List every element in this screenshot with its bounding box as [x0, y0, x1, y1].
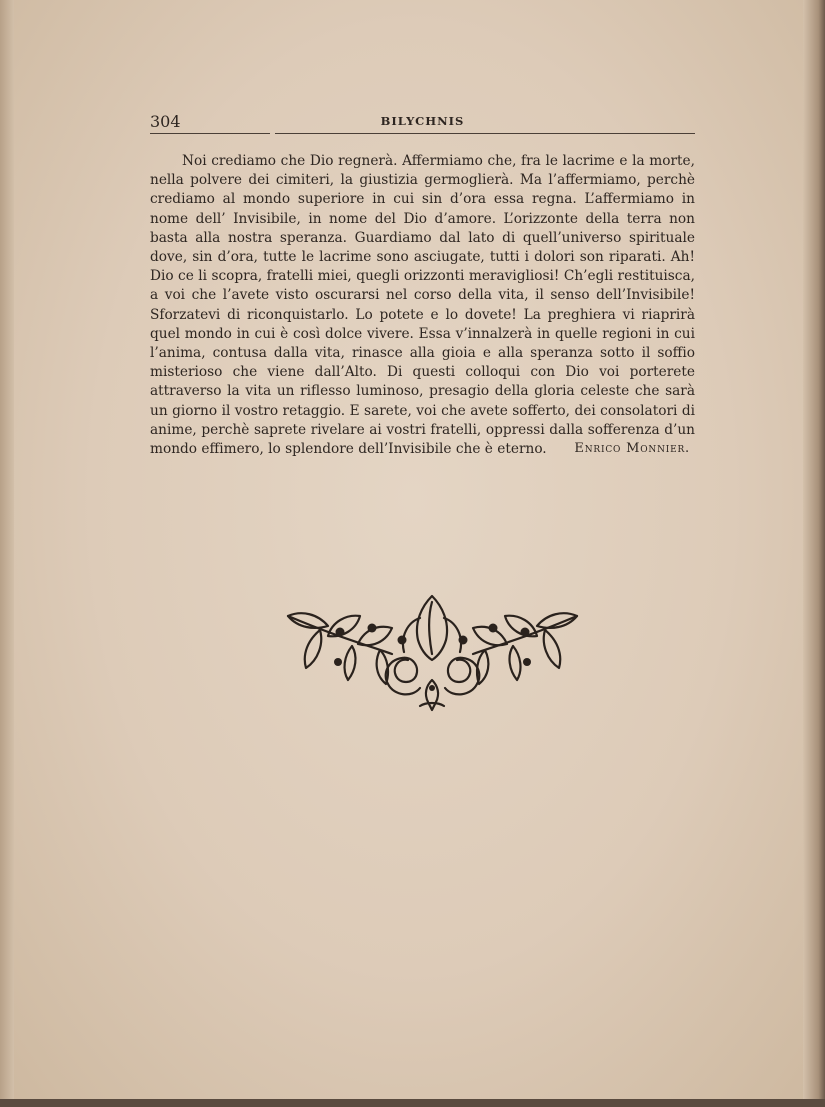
page-right-edge [803, 0, 825, 1107]
body-paragraph: Noi crediamo che Dio regnerà. Affermiamo che, fra le lacrime e la morte, nella polvere dei cimiteri, la giustizia germoglierà. Ma l’affermiamo, perchè crediamo al mondo superiore in cui sin d’ora essa regna. L’affermiamo in nome dell’ Invisibile, in nome del Dio d’amore. L’orizzonte della terra non basta alla nostra speranza. Guardiamo dal lato di quell’universo spirituale dove, sin d’ora, tutte le lacrime sono asciugate, tutti i dolori son riparati. Ah! Dio ce li scopra, fratelli miei, quegli orizzonti meravigliosi! Ch’egli restituisca, a voi che l’avete visto oscurarsi nel corso della vita, il senso dell’Invisibile! Sforzatevi di riconquistarlo. Lo potete e lo dovete! La preghiera vi riaprirà quel mondo in cui è così dolce vivere. Essa v’innalzerà in quelle regioni in cui l’anima, contusa dalla vita, rinasce alla gioia e alla speranza sotto il soffio misterioso che viene dall’Alto. Di questi colloqui con Dio voi porterete attraverso la vita un riflesso luminoso, presagio della gloria celeste che sarà un giorno il vostro retaggio. E sarete, voi che avete sofferto, dei consolatori di anime, perchè saprete rivelare ai vostri fratelli, oppressi dalla sofferenza d’un mondo effimero, lo splendore dell’Invisibile che è eterno. [150, 153, 695, 458]
header-rule-right [275, 133, 695, 134]
page-header [150, 112, 695, 136]
page-number: 304 [150, 112, 181, 131]
author-signature: Enrico Monnier. [574, 441, 690, 456]
page-left-edge [0, 0, 14, 1107]
page-bottom-edge [0, 1099, 825, 1107]
running-title: BILYCHNIS [380, 114, 465, 128]
header-rule-left [150, 133, 270, 134]
floral-vignette-icon [280, 588, 585, 718]
